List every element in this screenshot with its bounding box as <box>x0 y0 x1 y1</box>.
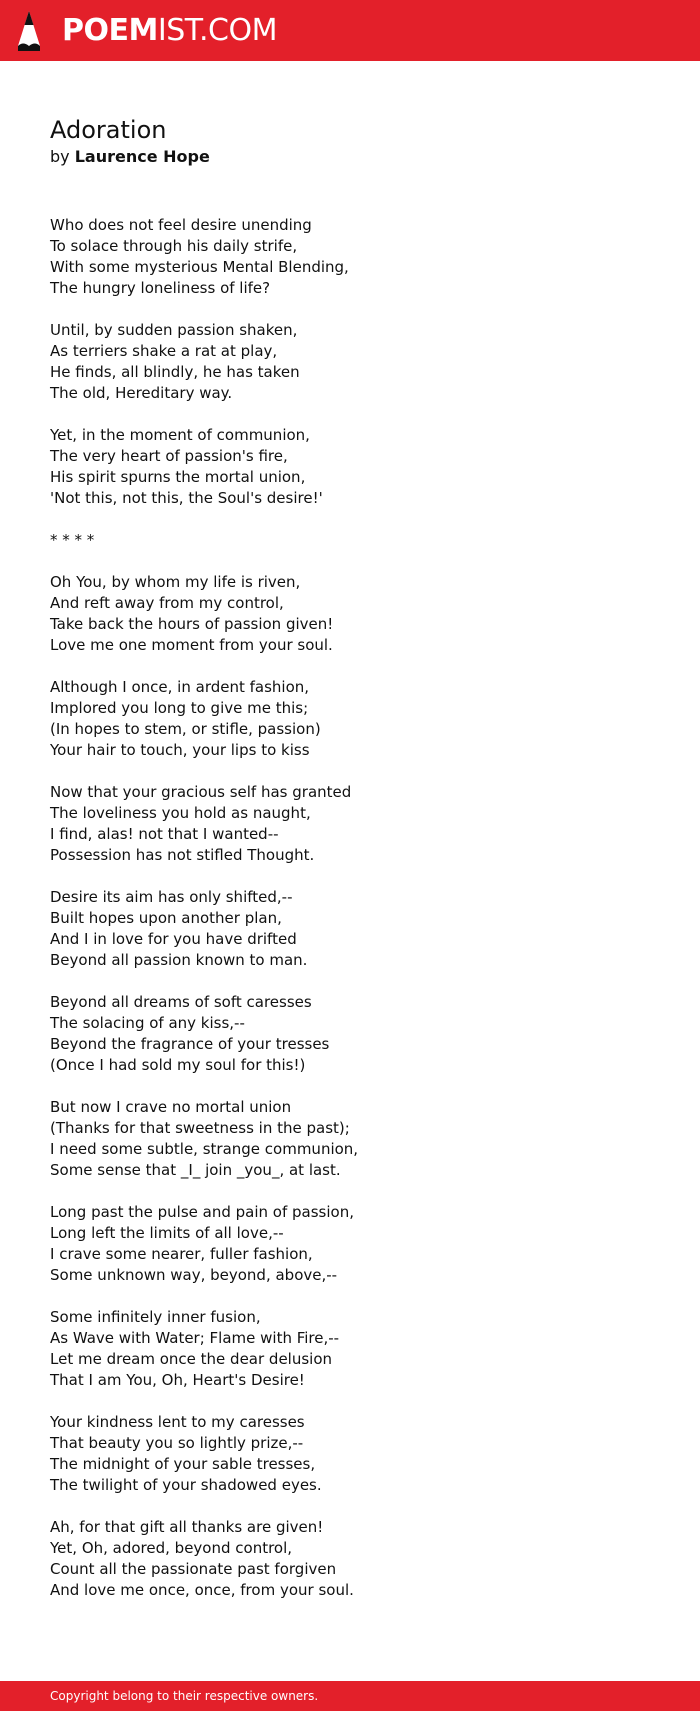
poem-line: The very heart of passion's fire, <box>50 447 288 465</box>
poem-line: Take back the hours of passion given! <box>50 615 334 633</box>
poem-line: Beyond all dreams of soft caresses <box>50 993 312 1011</box>
poem-stanza <box>50 215 650 299</box>
poem-stanza <box>50 1202 650 1286</box>
poem-line: * * * * <box>50 531 95 549</box>
poem-line: As Wave with Water; Flame with Fire,-- <box>50 1329 340 1347</box>
poem-line: Some infinitely inner fusion, <box>50 1308 261 1326</box>
poem-line: I crave some nearer, fuller fashion, <box>50 1245 313 1263</box>
poem-title: Adoration <box>50 116 167 144</box>
poem-line: The old, Hereditary way. <box>50 384 233 402</box>
poem-line: Implored you long to give me this; <box>50 699 309 717</box>
poem-line: I find, alas! not that I wanted-- <box>50 825 279 843</box>
poem-line: His spirit spurns the mortal union, <box>50 468 306 486</box>
poem-line: Long left the limits of all love,-- <box>50 1224 284 1242</box>
poem-stanza <box>50 1307 650 1391</box>
poem-line: But now I crave no mortal union <box>50 1098 292 1116</box>
poem-stanza <box>50 1517 650 1601</box>
poem-line: And love me once, once, from your soul. <box>50 1581 354 1599</box>
poem-line: With some mysterious Mental Blending, <box>50 258 349 276</box>
poem-line: That beauty you so lightly prize,-- <box>50 1434 304 1452</box>
poem-stanza <box>50 887 650 971</box>
poem-line: Some unknown way, beyond, above,-- <box>50 1266 338 1284</box>
poem-stanza <box>50 572 650 656</box>
poem-line: Although I once, in ardent fashion, <box>50 678 310 696</box>
poem-stanza <box>50 992 650 1076</box>
poem-line: The loveliness you hold as naught, <box>50 804 311 822</box>
poem-line: That I am You, Oh, Heart's Desire! <box>50 1371 305 1389</box>
poem-line: The solacing of any kiss,-- <box>50 1014 245 1032</box>
copyright-text: Copyright belong to their respective owners. <box>50 1689 319 1703</box>
poem-line: Until, by sudden passion shaken, <box>50 321 298 339</box>
poem-line: Your kindness lent to my caresses <box>50 1413 305 1431</box>
poem-line: (In hopes to stem, or stifle, passion) <box>50 720 321 738</box>
poem-line: Beyond all passion known to man. <box>50 951 308 969</box>
site-header <box>0 0 700 61</box>
by-label: by <box>50 147 70 166</box>
poem-line: And reft away from my control, <box>50 594 284 612</box>
poem-byline <box>50 146 650 168</box>
poem-stanza <box>50 320 650 404</box>
author-name[interactable]: Laurence Hope <box>74 147 210 166</box>
poem-line: Yet, in the moment of communion, <box>50 426 310 444</box>
poem-line: Yet, Oh, adored, beyond control, <box>50 1539 293 1557</box>
poem-line: Count all the passionate past forgiven <box>50 1560 337 1578</box>
poem-content <box>50 114 650 1622</box>
poem-line: To solace through his daily strife, <box>50 237 298 255</box>
brand-bold-text: POEM <box>62 13 158 48</box>
poem-line: Built hopes upon another plan, <box>50 909 282 927</box>
poem-line: Now that your gracious self has granted <box>50 783 352 801</box>
poem-line: Possession has not stifled Thought. <box>50 846 315 864</box>
poem-line: (Once I had sold my soul for this!) <box>50 1056 306 1074</box>
poem-line: The twilight of your shadowed eyes. <box>50 1476 322 1494</box>
poem-line: I need some subtle, strange communion, <box>50 1140 359 1158</box>
poem-line: Beyond the fragrance of your tresses <box>50 1035 330 1053</box>
poem-line: Your hair to touch, your lips to kiss <box>50 741 310 759</box>
poem-stanza <box>50 677 650 761</box>
site-footer <box>0 1681 700 1711</box>
poem-stanza <box>50 1097 650 1181</box>
poem-line: Who does not feel desire unending <box>50 216 312 234</box>
poem-stanza <box>50 530 650 551</box>
poem-stanza <box>50 782 650 866</box>
poem-stanza <box>50 1412 650 1496</box>
poem-line: Desire its aim has only shifted,-- <box>50 888 293 906</box>
site-logo-link[interactable] <box>16 9 277 53</box>
poem-line: Love me one moment from your soul. <box>50 636 333 654</box>
poem-line: Let me dream once the dear delusion <box>50 1350 333 1368</box>
poem-line: Some sense that _I_ join _you_, at last. <box>50 1161 341 1179</box>
pencil-tip-icon <box>16 10 42 52</box>
poem-line: (Thanks for that sweetness in the past); <box>50 1119 350 1137</box>
poem-line: 'Not this, not this, the Soul's desire!' <box>50 489 323 507</box>
site-brand <box>62 9 277 53</box>
poem-line: Ah, for that gift all thanks are given! <box>50 1518 324 1536</box>
poem-line: The midnight of your sable tresses, <box>50 1455 316 1473</box>
brand-light-text: IST.COM <box>157 13 277 48</box>
poem-stanza <box>50 425 650 509</box>
poem-body <box>50 215 650 1601</box>
poem-line: And I in love for you have drifted <box>50 930 297 948</box>
poem-line: As terriers shake a rat at play, <box>50 342 278 360</box>
poem-line: Oh You, by whom my life is riven, <box>50 573 301 591</box>
poem-line: The hungry loneliness of life? <box>50 279 271 297</box>
poem-line: He finds, all blindly, he has taken <box>50 363 300 381</box>
poem-line: Long past the pulse and pain of passion, <box>50 1203 354 1221</box>
